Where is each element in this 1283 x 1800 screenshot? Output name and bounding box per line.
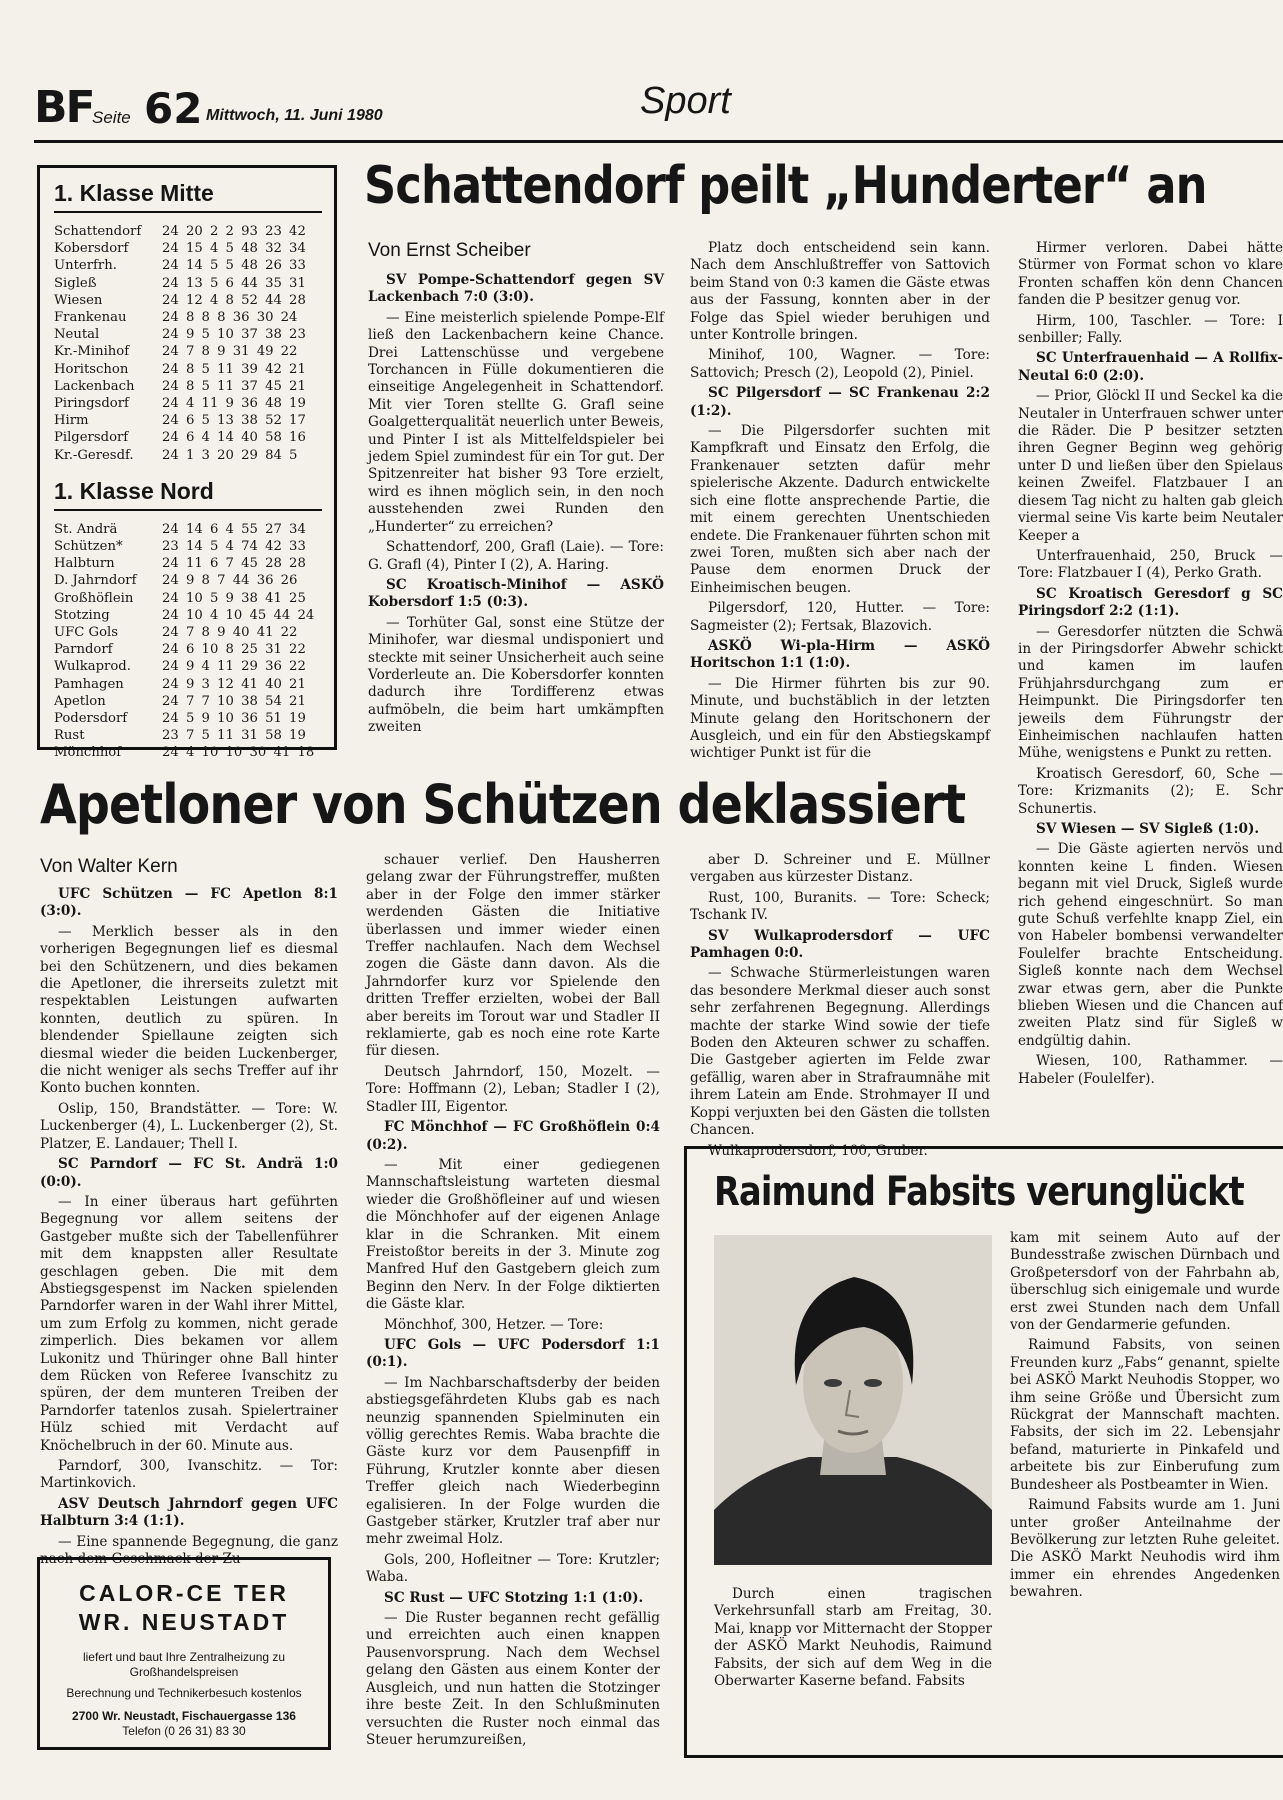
ad-service: Berechnung und Technikerbesuch kostenlos	[66, 1686, 302, 1700]
team-stats: 24 14 5 5 48 26 33	[162, 258, 306, 274]
team-name: Frankenau	[54, 310, 127, 326]
paragraph: Hirmer verloren. Dabei hätte Stürmer von Format schon vo klare Fronten schaffen kön denn Chancen fanden die P besitzer genug vor.	[1018, 240, 1283, 309]
team-stats: 24 20 2 2 93 23 42	[162, 224, 306, 239]
table-row	[50, 521, 324, 538]
page-number: 62	[144, 84, 203, 133]
paragraph: aber D. Schreiner und E. Müllner vergaben aus kürzester Distanz.	[690, 852, 990, 886]
header-rule	[34, 140, 1283, 143]
paragraph: — Im Nachbarschaftsderby der beiden abstiegsgefährdeten Klubs gab es nach neunzig spannenden Spielminuten ein völlig gerechtes Remis. Waba brachte die Gäste kurz vor dem Pausenpfiff in Führung, Krutzler konnte aber diesen Treffer gleich nach Wiederbeginn egalisieren. In der Folge wurden die Gastgeber stärker, Krutzler traf aber nur mehr zweimal Holz.	[366, 1374, 660, 1548]
ad-phone: Telefon (0 26 31) 83 30	[122, 1724, 246, 1738]
headline-apetloner: Apetloner von Schützen deklassiert	[40, 773, 966, 836]
team-name: Kr.-Minihof	[54, 344, 130, 360]
team-name: Kobersdorf	[54, 241, 129, 257]
paragraph: Wulkaprodersdorf, 100, Gruber.	[708, 1142, 928, 1159]
match-heading: SC Parndorf — FC St. Andrä 1:0 (0:0).	[40, 1156, 338, 1190]
team-stats: 24 8 8 8 36 30 24	[162, 310, 298, 326]
article1-column-2	[690, 240, 990, 766]
article2-column-2	[366, 852, 660, 1752]
logo: BF	[34, 82, 94, 133]
match-heading: SC Pilgersdorf — SC Frankenau 2:2 (1:2).	[690, 385, 990, 419]
league-table-box	[37, 165, 337, 761]
team-stats: 24 8 5 11 37 45 21	[162, 378, 306, 394]
team-name: UFC Gols	[54, 625, 119, 641]
paragraph: Gols, 200, Hofleitner — Tore: Krutzler; Waba.	[366, 1551, 660, 1586]
paragraph: — Die Ruster begannen recht gefällig und erreichten auch einen knappen Pausenvorsprung. Nach dem Wechsel gelang den Gästen aus einem Konter der Ausgleich, und nun hatten die Stotzinger ihre beste Zeit. In den Schlußminuten versuchten die Ruster noch einmal das Steuer herumzureißen,	[366, 1610, 660, 1748]
match-heading: SC Unterfrauenhaid — A Rollfix-Neutal 6:0 (2:0).	[1018, 350, 1283, 384]
paragraph: Minihof, 100, Wagner. — Tore: Sattovich; Presch (2), Leopold (2), Piniel.	[690, 347, 990, 381]
team-stats: 24 11 6 7 45 28 28	[162, 556, 306, 572]
table-row	[50, 447, 324, 464]
paragraph: Rust, 100, Buranits. — Tore: Scheck; Tschank IV.	[690, 889, 990, 924]
team-stats: 24 9 5 10 37 38 23	[162, 327, 306, 343]
team-stats: 24 13 5 6 44 35 31	[162, 275, 306, 291]
team-name: Piringsdorf	[54, 396, 129, 412]
table-row	[50, 590, 324, 607]
team-stats: 24 5 9 10 36 51 19	[162, 711, 306, 727]
table-row	[50, 607, 324, 624]
ad-company: CALOR-CE TER	[79, 1580, 289, 1606]
team-name: Horitschon	[54, 361, 129, 377]
table-row	[50, 555, 324, 572]
article1-column-3	[1018, 240, 1283, 1160]
paragraph: — Geresdorfer nützten die Schwä in der Piringsdorfer Abwehr schickt und kamen im laufen Frühjahrsdurchgang zum er Heimpunkt. Die Piringsdorfer ten jeweils dem Führungstr der Einheimischen nachlaufen hatten Mühe, wenigstens e Punkt zu retten.	[1018, 623, 1283, 762]
table-row	[50, 343, 324, 360]
paragraph: Hirm, 100, Taschler. — Tore: I senbiller; Fally.	[1018, 312, 1283, 347]
match-heading: ASKÖ Wi-pla-Hirm — ASKÖ Horitschon 1:1 (1:0).	[690, 637, 990, 672]
ad-address: 2700 Wr. Neustadt, Fischauergasse 136	[72, 1709, 296, 1723]
table-row	[50, 429, 324, 446]
table-row	[50, 624, 324, 641]
table-row	[50, 378, 324, 395]
team-name: Neutal	[54, 327, 100, 343]
table-row	[50, 257, 324, 274]
table-row	[50, 361, 324, 378]
portrait-image	[714, 1235, 992, 1565]
table-nord-rows	[50, 521, 324, 762]
table-title-nord: 1. Klasse Nord	[54, 477, 214, 504]
team-stats: 24 10 5 9 38 41 25	[162, 590, 306, 606]
team-name: Pamhagen	[54, 676, 124, 692]
article1-column-1	[368, 272, 664, 740]
paragraph: Kroatisch Geresdorf, 60, Sche — Tore: Krizmanits (2); E. Schr Schunertis.	[1018, 765, 1283, 817]
article3-column	[1010, 1230, 1280, 1605]
paragraph: — Merklich besser als in den vorherigen Begegnungen lief es diesmal bei den Schützenern, und dies bekamen die Apetloner, die ihrerseits zuletzt mit respektablen Leistungen aufwarten konnten, deutlich zu spüren. In blendender Spiellaune zeigten sich diesmal wieder die beiden Luckenberger, die nicht weniger als sechs Treffer auf ihr Konto buchen konnten.	[40, 923, 338, 1097]
team-name: Rust	[54, 728, 85, 744]
paragraph: Pilgersdorf, 120, Hutter. — Tore: Sagmeister (2); Fertsak, Blazovich.	[690, 600, 990, 634]
team-name: Apetlon	[54, 693, 106, 709]
byline-scheiber: Von Ernst Scheiber	[368, 240, 531, 261]
paragraph: Raimund Fabsits, von seinen Freunden kurz „Fabs“ genannt, spielte bei ASKÖ Markt Neuhodis Stopper, wo ihm seine Größe und Übersicht zum Rückgrat der Mannschaft machten. Fabsits, der sich im 22. Lebensjahr befand, maturierte in Pinkafeld und arbeitete bis zur Einberufung zum Bundesheer als Postbeamter in Wien.	[1010, 1337, 1280, 1493]
paragraph: — Torhüter Gal, sonst eine Stütze der Minihofer, war diesmal undisponiert und steckte mit seiner Unsicherheit auch seine Vorderleute an. Die Kobersdorfer konnten dadurch ihre Tordifferenz etwas aufmöbeln, die beim hart umkämpften zweiten	[368, 614, 664, 736]
article2-column-1	[40, 886, 338, 1571]
team-name: Pilgersdorf	[54, 430, 129, 446]
paragraph: Raimund Fabsits wurde am 1. Juni unter großer Anteilnahme der Bevölkerung zur letzten Ruhe geleitet. Die ASKÖ Markt Neuhodis wird ihm immer ein ehrendes Angedenken bewahren.	[1010, 1497, 1280, 1601]
team-name: Wulkaprod.	[54, 659, 131, 675]
table-row	[50, 710, 324, 727]
article2-column-3	[690, 852, 990, 1163]
team-name: Unterfrh.	[54, 258, 117, 274]
table-row	[50, 292, 324, 309]
team-stats: 24 8 5 11 39 42 21	[162, 361, 306, 377]
team-stats: 24 12 4 8 52 44 28	[162, 292, 306, 308]
team-stats: 24 9 3 12 41 40 21	[162, 676, 306, 692]
team-name: Stotzing	[54, 607, 110, 623]
table-mitte-rows	[50, 223, 324, 464]
team-name: Hirm	[54, 413, 89, 429]
team-name: Schattendorf	[54, 224, 142, 239]
team-name: Podersdorf	[54, 711, 128, 727]
paragraph: Unterfrauenhaid, 250, Bruck — Tore: Flatzbauer I (4), Perko Grath.	[1018, 547, 1283, 582]
team-stats: 24 9 8 7 44 36 26	[162, 573, 298, 589]
paragraph: schauer verlief. Den Hausherren gelang zwar der Führungstreffer, mußten aber in der Folge den immer stärker werdenden Gästen die Initiative überlassen und immer wieder einen Treffer nachlaufen. Nach dem Wechsel zogen die Gäste dann davon. Als die Jahrndorfer kurz vor Spielende den dritten Treffer erzielten, wobei der Ball aber bereits im Torout war und Stadler II reklamierte, gab es noch eine rote Karte für diesen.	[366, 852, 660, 1060]
paragraph: Oslip, 150, Brandstätter. — Tore: W. Luckenberger (4), L. Luckenberger (2), St. Platzer, E. Landauer; Thell I.	[40, 1100, 338, 1152]
table-row	[50, 275, 324, 292]
team-name: Schützen*	[54, 539, 123, 555]
team-stats: 24 1 3 20 29 84 5	[162, 447, 298, 463]
paragraph: Schattendorf, 200, Grafl (Laie). — Tore: G. Grafl (4), Pinter I (2), A. Haring.	[368, 539, 664, 573]
team-stats: 24 15 4 5 48 32 34	[162, 241, 306, 257]
section-title: Sport	[640, 80, 731, 122]
table-title-mitte: 1. Klasse Mitte	[54, 180, 214, 206]
team-stats: 24 7 8 9 40 41 22	[162, 625, 298, 641]
team-name: Mönchhof	[54, 745, 122, 761]
table-row	[50, 412, 324, 429]
paragraph: kam mit seinem Auto auf der Bundesstraße zwischen Dürnbach und Großpetersdorf von der Fahrbahn ab, überschlug sich einigemale und wurde erst zwei Stunden nach dem Unfall von der Gendarmerie gefunden.	[1010, 1230, 1280, 1334]
heating-advertisement	[37, 1557, 331, 1750]
team-stats: 24 6 4 14 40 58 16	[162, 430, 306, 446]
match-heading: SV Pompe-Schattendorf gegen SV Lackenbach 7:0 (3:0).	[368, 272, 664, 306]
table-row	[50, 572, 324, 589]
match-heading: UFC Gols — UFC Podersdorf 1:1 (0:1).	[366, 1336, 660, 1371]
team-stats: 24 6 10 8 25 31 22	[162, 642, 306, 658]
match-heading: SC Kroatisch Geresdorf g SC Piringsdorf 2:2 (1:1).	[1018, 585, 1283, 620]
paragraph: Parndorf, 300, Ivanschitz. — Tor: Martinkovich.	[40, 1458, 338, 1492]
table-row	[50, 676, 324, 693]
team-name: Halbturn	[54, 556, 115, 572]
paragraph: Durch einen tragischen Verkehrsunfall starb am Freitag, 30. Mai, knapp vor Mitternacht der Stopper der ASKÖ Markt Neuhodis, Raimund Fabsits, der sich auf dem Weg in die Oberwarter Kaserne befand. Fabsits	[714, 1586, 992, 1690]
team-stats: 23 14 5 4 74 42 33	[162, 539, 306, 555]
table-row	[50, 223, 324, 240]
team-stats: 23 7 5 11 31 58 19	[162, 728, 306, 744]
table-row	[50, 641, 324, 658]
table-row	[50, 538, 324, 555]
headline-fabsits: Raimund Fabsits verunglückt	[714, 1169, 1244, 1215]
paragraph: — Die Hirmer führten bis zur 90. Minute, und buchstäblich in der letzten Minute gelang den Horitschonern der Ausgleich, und ein für den Abstiegskampf wichtiger Punkt ist für die	[690, 675, 990, 762]
team-name: D. Jahrndorf	[54, 573, 137, 589]
match-heading: SV Wulkaprodersdorf — UFC Pamhagen 0:0.	[690, 927, 990, 962]
match-heading: SV Wiesen — SV Sigleß (1:0).	[1036, 821, 1260, 837]
team-name: Parndorf	[54, 642, 113, 658]
paragraph: Wiesen, 100, Rathammer. — Habeler (Foulelfer).	[1018, 1053, 1283, 1087]
table-row	[50, 309, 324, 326]
paragraph: — Eine spannende Begegnung, die ganz nach dem Geschmack der Zu-	[40, 1533, 338, 1568]
team-stats: 24 4 10 10 30 41 18	[162, 745, 315, 761]
divider	[54, 509, 322, 511]
table-row	[50, 727, 324, 744]
team-stats: 24 6 5 13 38 52 17	[162, 413, 306, 429]
team-name: Kr.-Geresdf.	[54, 447, 134, 463]
match-heading: SC Rust — UFC Stotzing 1:1 (1:0).	[384, 1589, 644, 1606]
match-heading: UFC Schützen — FC Apetlon 8:1 (3:0).	[40, 886, 338, 920]
issue-date: Mittwoch, 11. Juni 1980	[206, 107, 383, 124]
team-stats: 24 7 7 10 38 54 21	[162, 693, 306, 709]
table-row	[50, 693, 324, 710]
divider	[54, 211, 322, 213]
paragraph: — Mit einer gediegenen Mannschaftsleistung warteten diesmal wieder die Großhöfleiner auf und wiesen die Mönchhofer auf der eigenen Anlage klar in die Schranken. Mit einem Freistoßtor bereits in der 3. Minute zog Manfred Huf den Gastgebern gleich zum Beginn den Nerv. In der Folge diktierten die Gäste klar.	[366, 1156, 660, 1313]
team-stats: 24 14 6 4 55 27 34	[162, 521, 306, 537]
team-name: Sigleß	[54, 275, 97, 291]
paragraph: — Eine meisterlich spielende Pompe-Elf ließ den Lackenbachern keine Chance. Drei Lattenschüsse und vergebene Torchancen in Fülle dokumentieren die einseitige Angelegenheit in Schattendorf. Mit vier Toren stellte G. Grafl seine Goalgetterqualität neuerlich unter Beweis, und Pinter I ist als Mittelfeldspieler bei jedem Spiel zumindest für ein Tor gut. Der Spitzenreiter hat bisher 93 Tore erzielt, wird es ihnen möglich sein, in den noch ausstehenden zwei Runden den „Hunderter“ zu erreichen?	[368, 309, 664, 535]
byline-kern: Von Walter Kern	[40, 856, 178, 877]
team-stats: 24 10 4 10 45 44 24	[162, 607, 315, 623]
headline-schattendorf: Schattendorf peilt „Hunderter“ an	[364, 156, 1207, 216]
page-label: Seite	[92, 108, 131, 127]
portrait-photo	[714, 1235, 992, 1565]
team-stats: 24 4 11 9 36 48 19	[162, 396, 306, 412]
paragraph: — Schwache Stürmerleistungen waren das besondere Merkmal dieser auch sonst sehr zerfahrenen Begegnung. Allerdings machte der starke Wind sowie der tiefe Boden den Akteuren schwer zu schaffen. Die Gastgeber agierten im Felde zwar gefällig, waren aber in Strafraumnähe mit ihrem Latein am Ende. Strohmayer II und Koppi verjuxten bei den Gästen die tollsten Chancen.	[690, 965, 990, 1139]
ad-city: WR. NEUSTADT	[78, 1609, 290, 1635]
team-name: Lackenbach	[54, 378, 135, 394]
match-heading: SC Kroatisch-Minihof — ASKÖ Kobersdorf 1:5 (0:3).	[368, 576, 664, 611]
paragraph: — Die Pilgersdorfer suchten mit Kampfkraft und Einsatz den Erfolg, die Frankenauer setzten dafür mehr spielerische Akzente. Dadurch entwickelte sich eine flotte ansprechende Partie, die mit einem gerechten Unentschieden endete. Die Frankenauer führten schon mit zwei Toren, mußten sich aber nach der Pause dem enormen Druck der Einheimischen beugen.	[690, 423, 990, 596]
paragraph: — Die Gäste agierten nervös und konnten keine L finden. Wiesen begann mit viel Druck, Sigleß wurde rich gehend eingeschnürt. So man gute Schuß verfehlte knapp Ziel, ein von Habeler bombensi verwandelter Foulelfer brachte Entscheidung. Sigleß konnte nach dem Wechsel zwar etwas gern, aber die Punkte blieben Wiesen und die Chancen auf zweiten Platz sind für Sigleß w endgültig dahin.	[1018, 841, 1283, 1049]
paragraph: Platz doch entscheidend sein kann. Nach dem Anschlußtreffer von Sattovich beim Stand von 0:3 kamen die Gäste etwas aus der Fassung, konnten aber in der Folge das Spiel wieder beruhigen und unter Kontrolle bringen.	[690, 240, 990, 344]
team-name: Großhöflein	[54, 590, 134, 606]
team-name: Wiesen	[54, 292, 103, 308]
table-row	[50, 395, 324, 412]
article3-caption-column	[714, 1586, 992, 1693]
table-row	[50, 744, 324, 761]
paragraph: Mönchhof, 300, Hetzer. — Tore:	[384, 1316, 604, 1333]
match-heading: ASV Deutsch Jahrndorf gegen UFC Halbturn 3:4 (1:1).	[40, 1495, 338, 1530]
team-stats: 24 9 4 11 29 36 22	[162, 659, 306, 675]
table-row	[50, 658, 324, 675]
team-stats: 24 7 8 9 31 49 22	[162, 344, 298, 360]
match-heading: FC Mönchhof — FC Großhöflein 0:4 (0:2).	[366, 1119, 660, 1153]
team-name: St. Andrä	[54, 521, 118, 537]
paragraph: — Prior, Glöckl II und Seckel ka die Neutaler in Unterfrauen schwer unter die Räder. Die P besitzer setzten ihren Gegner Beginn weg gehörig unter D und ließen über den Spielaus keinen Zweifel. Flatzbauer I an diesem Tag nicht zu halten gab gleich viermal seine Vis karte beim Neutaler Keeper a	[1018, 388, 1283, 544]
ad-offer: liefert und baut Ihre Zentralheizung zu Großhandelspreisen	[82, 1650, 286, 1679]
table-row	[50, 326, 324, 343]
paragraph: Deutsch Jahrndorf, 150, Mozelt. — Tore: Hoffmann (2), Leban; Stadler I (2), Stadler III, Eigentor.	[366, 1063, 660, 1115]
paragraph: — In einer überaus hart geführten Begegnung vor allem seitens der Gastgeber mußte sich der Tabellenführer mit dem knappsten aller Resultate geschlagen geben. Die mit dem Abstiegsgespenst im Nacken spielenden Parndorfer waren in der Wahl ihrer Mittel, um zum Erfolg zu kommen, nicht gerade zimperlich. Dies bekamen vor allem Lukonitz und Thüringer ohne Ball hinter dem Rücken von Referee Ivanschitz zu spüren, der dem munteren Treiben der Parndorfer tatenlos zusah. Spielertrainer Hülz schied mit Verdacht auf Knöchelbruch in der 60. Minute aus.	[40, 1193, 338, 1454]
table-row	[50, 240, 324, 257]
